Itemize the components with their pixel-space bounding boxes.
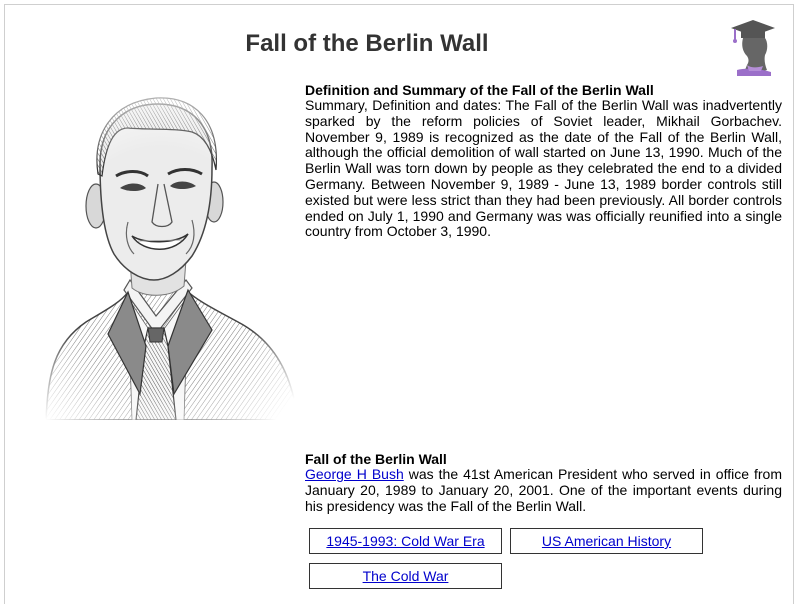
president-heading: Fall of the Berlin Wall bbox=[305, 451, 447, 467]
president-section bbox=[305, 451, 782, 514]
the-cold-war-link-box bbox=[309, 563, 502, 589]
president-text bbox=[305, 467, 782, 514]
summary-heading: Definition and Summary of the Fall of the Berlin Wall bbox=[305, 82, 654, 98]
president-body: was the 41st American President who served in office from January 20, 1989 to January 20, 2001. One of the important events during his presidency was the Fall of the Berlin Wall. bbox=[305, 466, 783, 514]
the-cold-war-link[interactable]: The Cold War bbox=[362, 568, 449, 584]
us-american-history-link[interactable]: US American History bbox=[541, 533, 672, 549]
graduate-logo-icon bbox=[727, 18, 777, 76]
president-portrait-image bbox=[16, 84, 306, 420]
cold-war-era-link[interactable]: 1945-1993: Cold War Era bbox=[326, 533, 485, 549]
cold-war-era-link-box bbox=[309, 528, 502, 554]
summary-text: Summary, Definition and dates: The Fall of the Berlin Wall was inadvertently sparked by the reform policies of Soviet leader, Mikhail Gorbachev. November 9, 1989 is recognized as the date of the Fall of the Berlin Wall, although the official demolition of wall started on June 13, 1990. Much of the Berlin Wall was torn down by people as they celebrated the end to a divided Germany. Between November 9, 1989 - June 13, 1989 border controls still existed but were less strict than they had been previously. All border controls ended on July 1, 1990 and Germany was was officially reunified into a single country from October 3, 1990. bbox=[305, 97, 782, 240]
george-h-bush-link[interactable]: George H Bush bbox=[305, 466, 404, 482]
summary-section bbox=[305, 82, 782, 240]
us-american-history-link-box bbox=[510, 528, 703, 554]
page-title: Fall of the Berlin Wall bbox=[245, 30, 489, 57]
